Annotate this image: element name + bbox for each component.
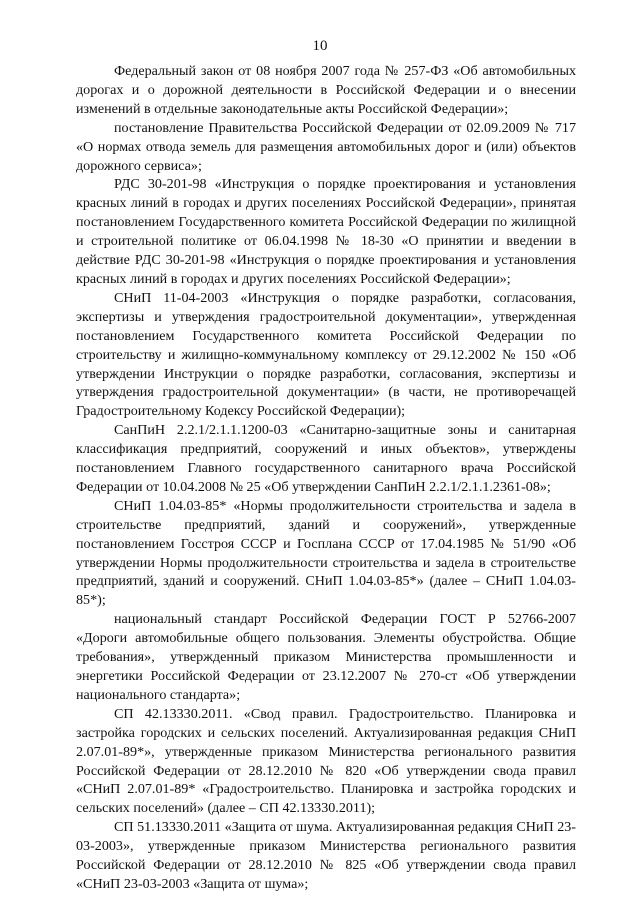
- paragraph-federal-law-257: Федеральный закон от 08 ноября 2007 года № 257-ФЗ «Об автомобильных дорогах и о дорожной деятельности в Российской Федерации и о внесении изменений в отдельные законодательные акты Российской Федерации»;: [76, 63, 576, 117]
- paragraph-sanpin: СанПиН 2.2.1/2.1.1.1200-03 «Санитарно-защитные зоны и санитарная классификация предприятий, сооружений и иных объектов», утверждены постановлением Главного государственного санитарного врача Российской Федерации от 10.04.2008 № 25 «Об утверждении СанПиН 2.2.1/2.1.1.2361-08»;: [76, 422, 576, 495]
- paragraph-sp-51-13330-2011: СП 51.13330.2011 «Защита от шума. Актуализированная редакция СНиП 23-03-2003», утвержденные приказом Министерства регионального развития Российской Федерации от 28.12.2010 № 825 «Об утверждении свода правил «СНиП 23-03-2003 «Защита от шума»;: [76, 819, 576, 892]
- paragraph-sp-42-13330-2011: СП 42.13330.2011. «Свод правил. Градостроительство. Планировка и застройка городских и сельских поселений. Актуализированная редакция СНиП 2.07.01-89*», утвержденные приказом Министерства регионального развития Российской Федерации от 28.12.2010 № 820 «Об утверждении свода правил «СНиП 2.07.01-89* «Градостроительство. Планировка и застройка городских и сельских поселений» (далее – СП 42.13330.2011);: [76, 705, 576, 817]
- paragraph-snip-1-04-03-85: СНиП 1.04.03-85* «Нормы продолжительности строительства и задела в строительстве предприятий, зданий и сооружений», утвержденные постановлением Госстроя СССР и Госплана СССР от 17.04.1985 № 51/90 «Об утверждении Нормы продолжительности строительства и задела в строительстве предприятий, зданий и сооружений. СНиП 1.04.03-85*» (далее – СНиП 1.04.03-85*);: [76, 497, 576, 609]
- paragraph-gost-r-52766-2007: национальный стандарт Российской Федерации ГОСТ Р 52766-2007 «Дороги автомобильные общего пользования. Элементы обустройства. Общие требования», утвержденный приказом Министерства промышленности и энергетики Российской Федерации от 23.12.2007 № 270-ст «Об утверждении национального стандарта»;: [76, 611, 576, 703]
- paragraph-government-resolution-717: постановление Правительства Российской Федерации от 02.09.2009 № 717 «О нормах отвода земель для размещения автомобильных дорог и (или) объектов дорожного сервиса»;: [76, 119, 576, 174]
- paragraph-snip-11-04-2003: СНиП 11-04-2003 «Инструкция о порядке разработки, согласования, экспертизы и утверждения градостроительной документации», утвержденная постановлением Государственного комитета Российской Федерации по строительству и жилищно-коммунальному комплексу от 29.12.2002 № 150 «Об утверждении Инструкции о порядке разработки, согласования, экспертизы и утверждения градостроительной документации» (в части, не противоречащей Градостроительному Кодексу Российской Федерации);: [76, 289, 576, 420]
- document-body: [76, 62, 576, 894]
- paragraph-rds-30-201-98: РДС 30-201-98 «Инструкция о порядке проектирования и установления красных линий в городах и других поселениях Российской Федерации», принятая постановлением Государственного комитета Российской Федерации по жилищной и строительной политике от 06.04.1998 № 18-30 «О принятии и введении в действие РДС 30-201-98 «Инструкция о порядке проектирования и установления красных линий в городах и других поселениях Российской Федерации»;: [76, 176, 576, 287]
- page-number: 10: [312, 38, 328, 54]
